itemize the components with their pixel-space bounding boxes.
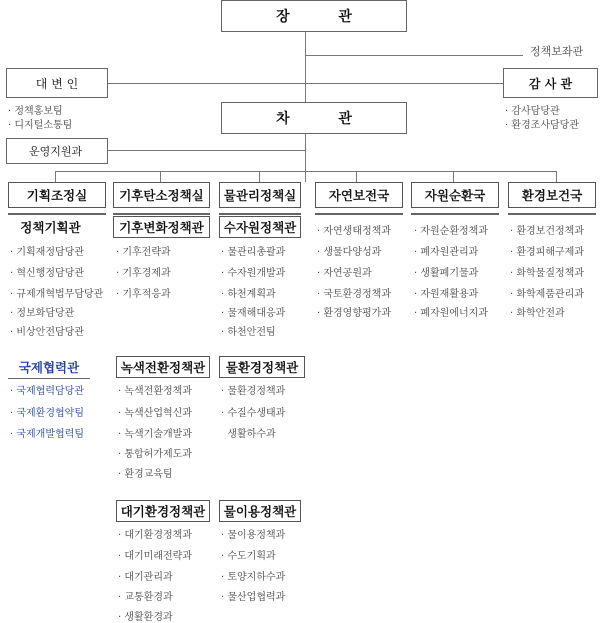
- office-climate: 기후탄소정책실: [113, 182, 210, 208]
- spokesperson-box: 대 변 인: [6, 68, 108, 98]
- list-item: · 대기환경정책과: [118, 530, 192, 541]
- list-item: · 화학물질정책과: [510, 268, 584, 279]
- list-item: · 물관리총괄과: [221, 247, 286, 258]
- divider: [411, 213, 499, 215]
- list-item: · 자원순환정책과: [414, 226, 488, 237]
- audit-item: · 감사담당관: [505, 106, 560, 117]
- list-item: · 대기미래전략과: [118, 551, 192, 562]
- bureau-planning-title: 정책기획관: [8, 216, 93, 238]
- divider: [219, 213, 301, 215]
- connector-spokesperson-audit: [93, 83, 505, 84]
- list-item: · 물산업협력과: [221, 592, 286, 603]
- list-item: · 녹색산업혁신과: [118, 408, 192, 419]
- bureau-water-env-title: 물환경정책관: [219, 356, 305, 378]
- list-item: · 정보화담당관: [10, 308, 75, 319]
- list-item: · 환경교육팀: [118, 469, 173, 480]
- spokesperson-item: · 디지털소통팀: [8, 120, 73, 131]
- bureau-green-title: 녹색전환정책관: [116, 356, 210, 378]
- bureau-water-title: 수자원정책관: [219, 216, 301, 238]
- office-water: 물관리정책실: [219, 182, 301, 208]
- divider: [8, 378, 90, 379]
- connector-policy-advisor: [305, 55, 523, 56]
- list-item: · 생활폐기물과: [414, 268, 479, 279]
- connector-office-3: [259, 171, 260, 182]
- list-item: · 폐자원관리과: [414, 247, 479, 258]
- list-item: · 물이용정책과: [221, 530, 286, 541]
- list-item: · 환경피해구제과: [510, 247, 584, 258]
- list-item: · 국제개발협력팀: [10, 429, 84, 440]
- list-item: · 물환경정책과: [221, 386, 286, 397]
- list-item: · 환경보건정책과: [510, 226, 584, 237]
- list-item: · 국제협력담당관: [10, 386, 84, 397]
- list-item: · 자연생태정책과: [317, 226, 391, 237]
- list-item: · 통합허가제도과: [118, 449, 192, 460]
- list-item: · 하천계획과: [221, 289, 276, 300]
- office-nature: 자연보전국: [315, 182, 403, 208]
- policy-advisor-label: 정책보좌관: [530, 45, 584, 58]
- bureau-air-title: 대기환경정책관: [116, 500, 210, 522]
- list-item: · 기후경제과: [116, 268, 171, 279]
- list-item: · 화학제품관리과: [510, 289, 584, 300]
- list-item: · 국토환경정책과: [317, 289, 391, 300]
- audit-box: 감 사 관: [503, 68, 598, 98]
- list-item: · 녹색기술개발과: [118, 429, 192, 440]
- connector-office-5: [453, 171, 454, 182]
- office-planning: 기획조정실: [8, 182, 106, 208]
- list-item: · 기후전략과: [116, 247, 171, 258]
- list-item: · 수도기획과: [221, 551, 276, 562]
- bureau-water-use-title: 물이용정책관: [219, 500, 301, 522]
- office-resource: 자원순환국: [411, 182, 499, 208]
- list-item: 생활하수과: [221, 429, 276, 440]
- list-item: · 물재해대응과: [221, 308, 286, 319]
- list-item: · 하천안전팀: [221, 327, 276, 338]
- list-item: · 수자원개발과: [221, 268, 286, 279]
- list-item: · 생활환경과: [118, 612, 173, 623]
- list-item: · 비상안전담당관: [10, 327, 84, 338]
- list-item: · 기후적응과: [116, 289, 171, 300]
- list-item: · 녹색전환정책과: [118, 386, 192, 397]
- list-item: · 환경영향평가과: [317, 308, 391, 319]
- list-item: · 기획재정담당관: [10, 247, 84, 258]
- connector-office-6: [556, 171, 557, 182]
- bureau-climate-title: 기후변화정책관: [113, 216, 210, 238]
- divider: [508, 213, 596, 215]
- minister-box: 장 관: [221, 0, 407, 32]
- list-item: · 폐자원에너지과: [414, 308, 488, 319]
- divider: [113, 213, 210, 215]
- spokesperson-item: · 정책홍보팀: [8, 106, 63, 117]
- divider: [8, 213, 106, 215]
- list-item: · 교통환경과: [118, 592, 173, 603]
- operation-support-box: 운영지원과: [6, 138, 108, 164]
- list-item: · 규제개혁법무담당관: [10, 289, 104, 300]
- list-item: · 혁신행정담당관: [10, 268, 84, 279]
- connector-office-1: [55, 171, 56, 182]
- connector-operation-support: [108, 150, 306, 151]
- list-item: · 자연공원과: [317, 268, 372, 279]
- list-item: · 생물다양성과: [317, 247, 382, 258]
- connector-office-4: [356, 171, 357, 182]
- list-item: · 토양지하수과: [221, 572, 286, 583]
- bureau-international-title: 국제협력관: [8, 356, 90, 378]
- divider: [315, 213, 403, 215]
- connector-office-2: [160, 171, 161, 182]
- list-item: · 화학안전과: [510, 308, 565, 319]
- audit-item: · 환경조사담당관: [505, 120, 579, 131]
- list-item: · 국제환경협약팀: [10, 408, 84, 419]
- vice-minister-box: 차 관: [221, 102, 407, 134]
- list-item: · 수질수생태과: [221, 408, 286, 419]
- connector-offices-horizontal: [55, 171, 556, 172]
- office-health: 환경보건국: [508, 182, 596, 208]
- list-item: · 자원재활용과: [414, 289, 479, 300]
- list-item: · 대기관리과: [118, 572, 173, 583]
